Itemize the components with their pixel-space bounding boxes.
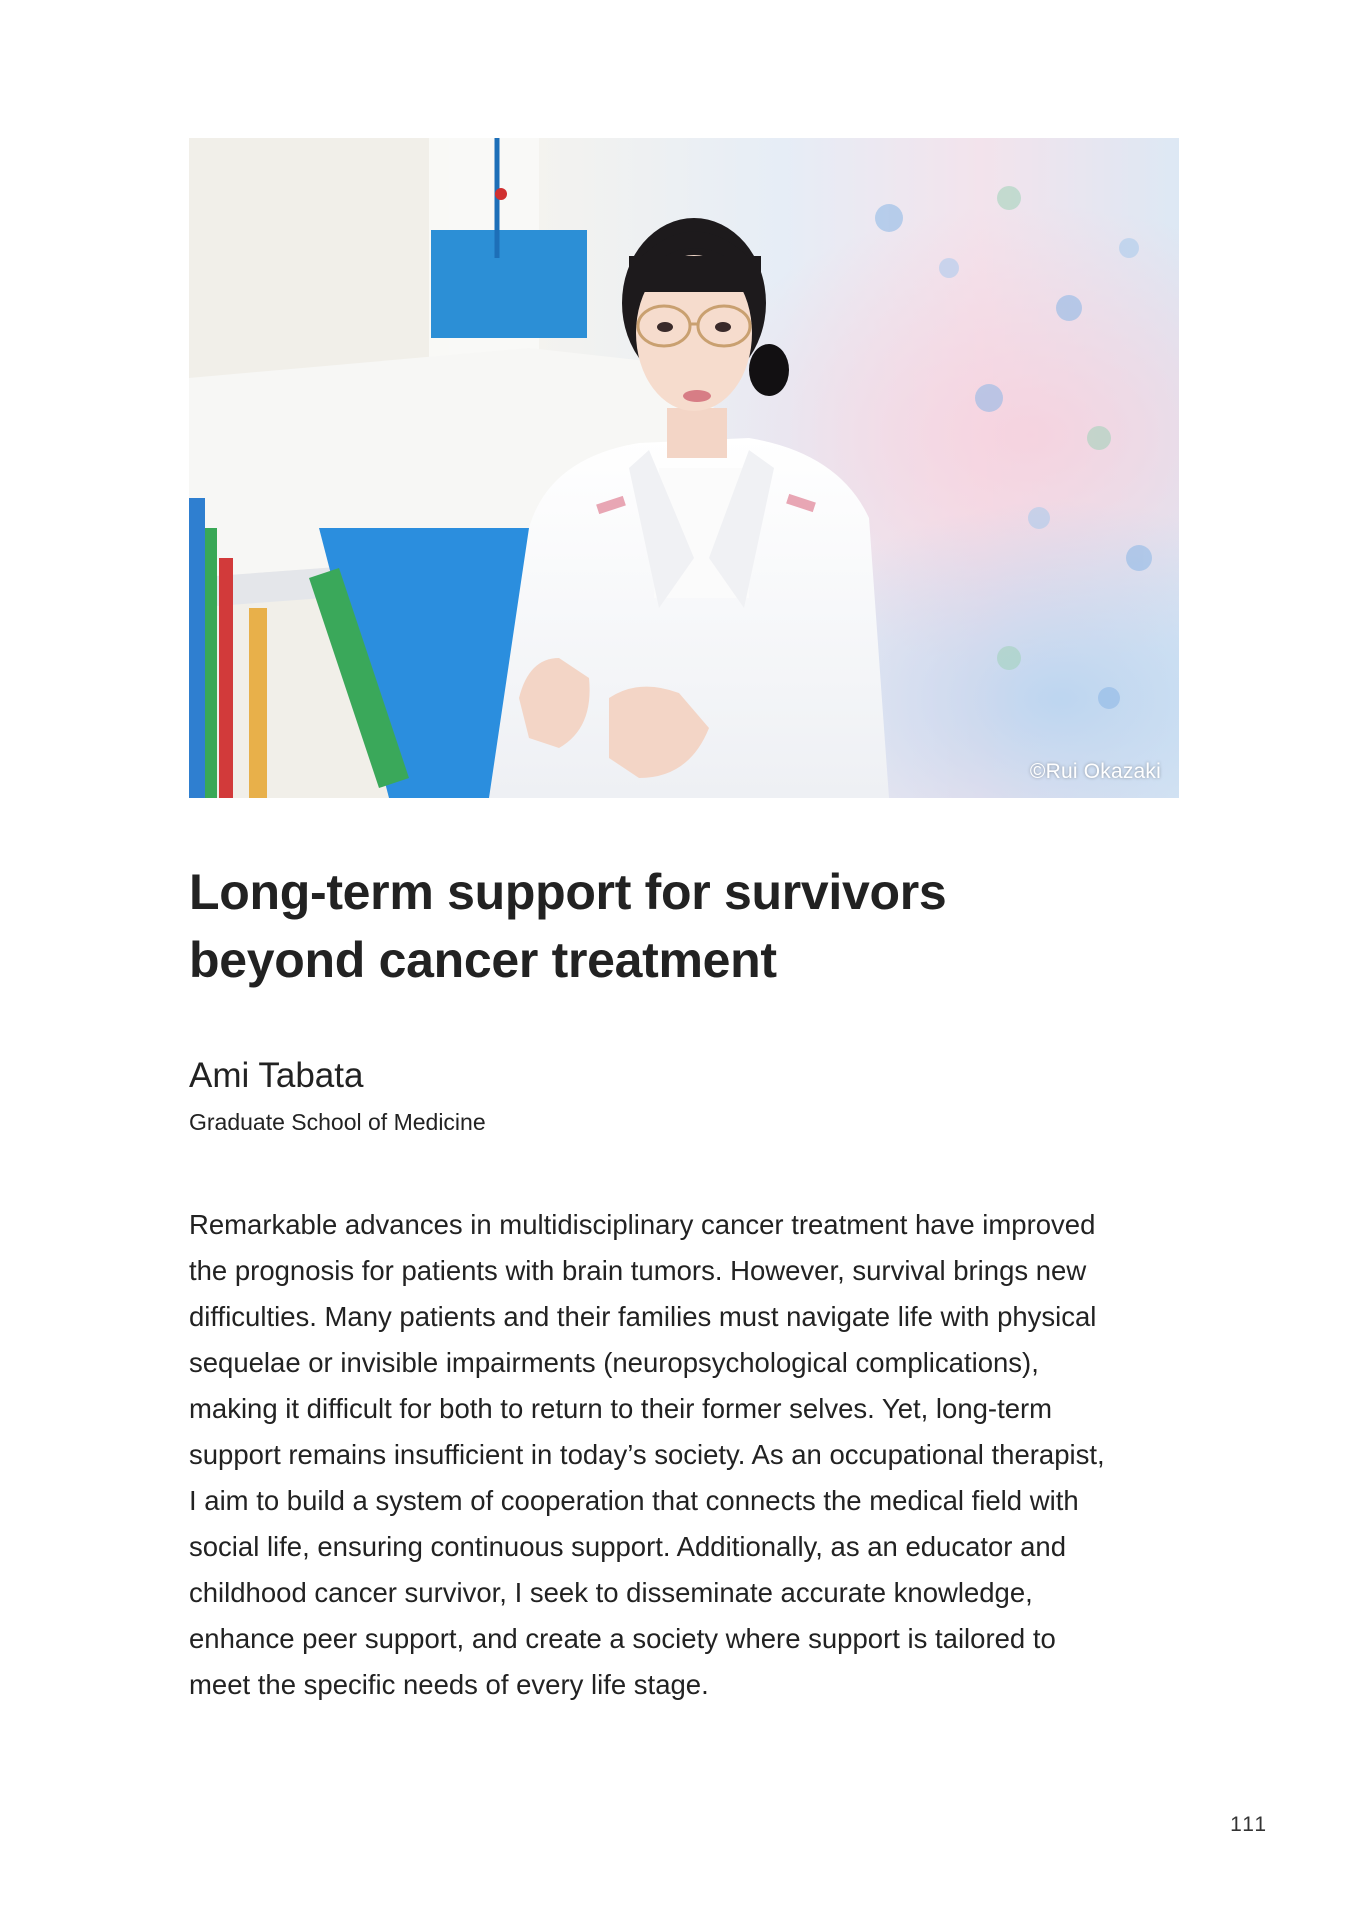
article-title-line: beyond cancer treatment <box>189 932 777 988</box>
portrait-illustration <box>189 138 1179 798</box>
body-line: the prognosis for patients with brain tumors. However, survival brings new <box>189 1255 1087 1286</box>
body-line: meet the specific needs of every life stage. <box>189 1669 709 1700</box>
page-number: 111 <box>1230 1813 1268 1836</box>
photo-credit: ©Rui Okazaki <box>1029 760 1161 783</box>
body-line: I aim to build a system of cooperation that connects the medical field with <box>189 1485 1079 1516</box>
body-line: childhood cancer survivor, I seek to disseminate accurate knowledge, <box>189 1577 1033 1608</box>
body-line: Remarkable advances in multidisciplinary cancer treatment have improved <box>189 1209 1096 1240</box>
body-line: social life, ensuring continuous support. Additionally, as an educator and <box>189 1531 1066 1562</box>
body-line: difficulties. Many patients and their families must navigate life with physical <box>189 1301 1097 1332</box>
body-line: making it difficult for both to return to their former selves. Yet, long-term <box>189 1393 1053 1424</box>
article-body <box>189 1202 1189 1708</box>
body-line: enhance peer support, and create a society where support is tailored to <box>189 1623 1056 1654</box>
body-line: support remains insufficient in today’s society. As an occupational therapist, <box>189 1439 1105 1470</box>
body-line: sequelae or invisible impairments (neuropsychological complications), <box>189 1347 1039 1378</box>
portrait-photo <box>189 138 1179 798</box>
article-title-line: Long-term support for survivors <box>189 864 947 920</box>
author-affiliation: Graduate School of Medicine <box>189 1109 486 1135</box>
author-name: Ami Tabata <box>189 1056 364 1095</box>
article-title <box>189 858 1179 994</box>
